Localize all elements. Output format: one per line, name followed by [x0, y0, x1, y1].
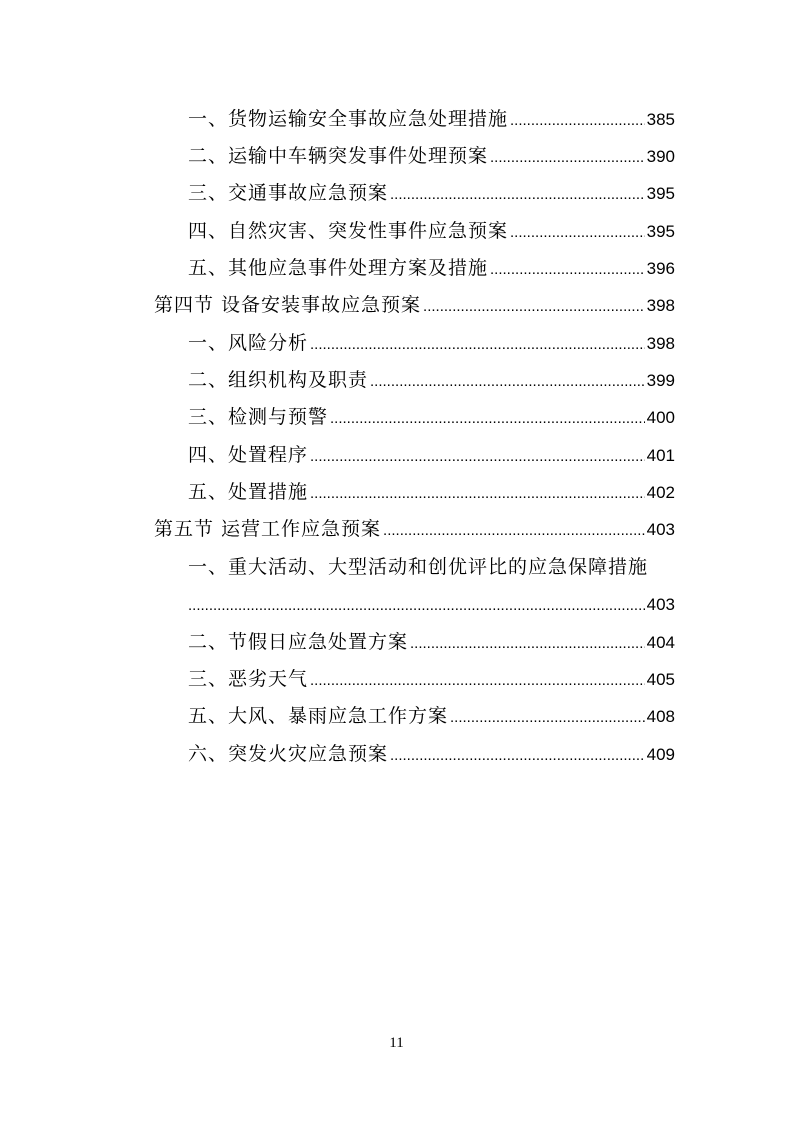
toc-dot-leader — [330, 400, 645, 437]
toc-entry[interactable] — [188, 362, 675, 399]
toc-entry[interactable] — [188, 661, 675, 698]
toc-dot-leader — [423, 288, 645, 325]
toc-entry-page: 405 — [646, 670, 675, 689]
toc-entry-page: 409 — [646, 745, 675, 764]
toc-dot-leader — [410, 625, 645, 662]
toc-entry-page: 398 — [646, 296, 675, 315]
page-number: 11 — [389, 1035, 404, 1051]
toc-entry-title: 六、突发火灾应急预案 — [188, 743, 389, 765]
toc-section-heading[interactable] — [154, 287, 675, 324]
toc-entry[interactable] — [188, 474, 675, 511]
toc-entry-title: 一、货物运输安全事故应急处理措施 — [188, 108, 509, 130]
toc-entry-title: 第四节 设备安装事故应急预案 — [154, 294, 422, 316]
toc-dot-leader — [310, 438, 645, 475]
toc-entry[interactable] — [188, 213, 675, 250]
toc-entry-page: 385 — [646, 110, 675, 129]
toc-entry[interactable] — [188, 175, 675, 212]
toc-entry-page: 400 — [646, 408, 675, 427]
toc-dot-leader — [370, 363, 645, 400]
toc-entry[interactable] — [188, 736, 675, 773]
toc-dot-leader — [510, 214, 645, 251]
toc-dot-leader — [310, 475, 645, 512]
toc-entry[interactable] — [188, 325, 675, 362]
toc-entry-page: 401 — [646, 446, 675, 465]
toc-entry-title: 三、交通事故应急预案 — [188, 182, 389, 204]
toc-entry-page: 395 — [646, 222, 675, 241]
toc-entry-page: 390 — [646, 147, 675, 166]
toc-dot-leader — [390, 737, 645, 774]
toc-entry-title: 四、处置程序 — [188, 444, 309, 466]
toc-entry[interactable] — [188, 698, 675, 735]
toc-dot-leader — [450, 699, 645, 736]
toc-dot-leader — [310, 662, 645, 699]
toc-entry-title: 二、运输中车辆突发事件处理预案 — [188, 145, 489, 167]
toc-entry-page: 403 — [646, 595, 675, 614]
toc-entry-page: 395 — [646, 184, 675, 203]
toc-entry-page: 399 — [646, 371, 675, 390]
toc-dot-leader — [490, 139, 645, 176]
toc-entry[interactable] — [188, 101, 675, 138]
toc-entry-title: 五、大风、暴雨应急工作方案 — [188, 705, 449, 727]
toc-entry-title: 二、节假日应急处置方案 — [188, 631, 409, 653]
toc-entry[interactable] — [188, 138, 675, 175]
toc-section-heading[interactable] — [154, 511, 675, 548]
toc-entry-page: 398 — [646, 334, 675, 353]
toc-entry[interactable] — [188, 624, 675, 661]
toc-entry-title: 三、检测与预警 — [188, 406, 329, 428]
toc-entry-page: 403 — [646, 520, 675, 539]
toc-entry-wrapped-title[interactable] — [188, 549, 675, 586]
toc-entry-title: 第五节 运营工作应急预案 — [154, 518, 382, 540]
toc-entry[interactable] — [188, 250, 675, 287]
toc-dot-leader — [490, 251, 645, 288]
toc-dot-leader — [310, 326, 645, 363]
toc-entry-title: 五、其他应急事件处理方案及措施 — [188, 257, 489, 279]
toc-entry[interactable] — [188, 399, 675, 436]
toc-dot-leader — [390, 176, 645, 213]
toc-entry-title: 一、风险分析 — [188, 332, 309, 354]
toc-entry-continuation[interactable] — [188, 586, 675, 623]
toc-entry-page: 404 — [646, 633, 675, 652]
toc-entry-title: 五、处置措施 — [188, 481, 309, 503]
toc-entry-page: 402 — [646, 483, 675, 502]
toc-entry[interactable] — [188, 437, 675, 474]
toc-entry-page: 408 — [646, 707, 675, 726]
toc-entry-title: 三、恶劣天气 — [188, 668, 309, 690]
toc-entry-title: 四、自然灾害、突发性事件应急预案 — [188, 220, 509, 242]
toc-entry-title: 二、组织机构及职责 — [188, 369, 369, 391]
toc-entry-page: 396 — [646, 259, 675, 278]
toc-dot-leader — [188, 587, 645, 624]
toc-entry-title: 一、重大活动、大型活动和创优评比的应急保障措施 — [188, 556, 649, 578]
toc-dot-leader — [510, 102, 645, 139]
toc-dot-leader — [383, 512, 645, 549]
